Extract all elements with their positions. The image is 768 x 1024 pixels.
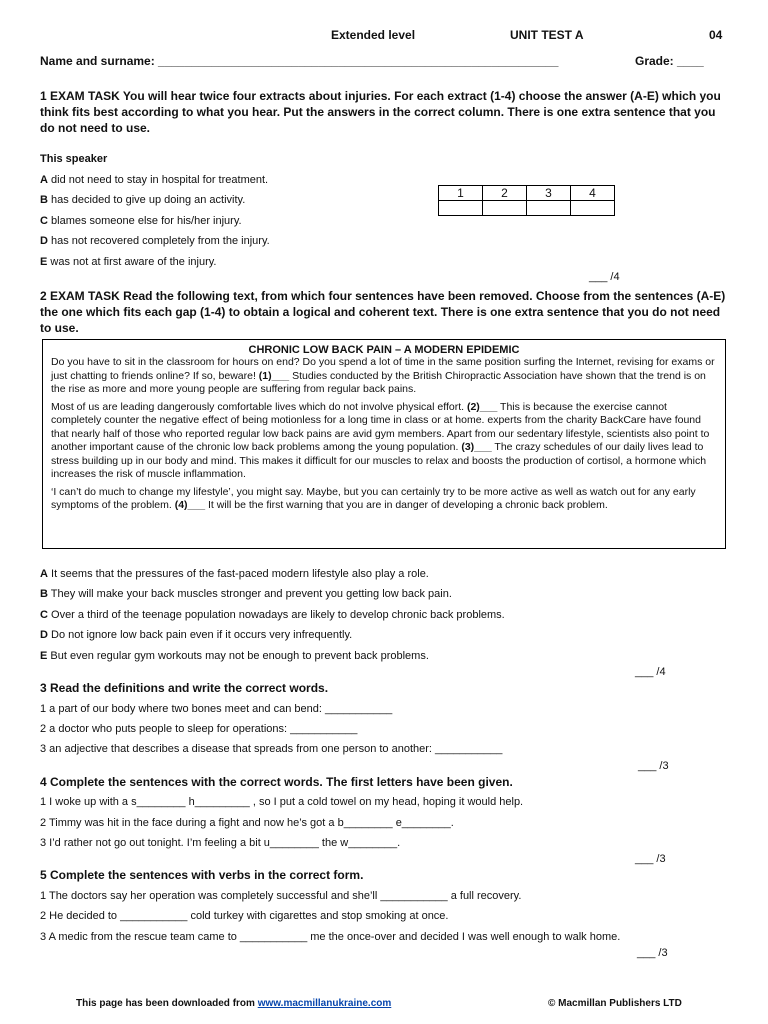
task5-instruction: 5 Complete the sentences with verbs in the correct form. xyxy=(40,868,364,882)
answer-cell-2[interactable] xyxy=(483,201,527,216)
task4-item-3: 3 I’d rather not go out tonight. I’m feeling a bit u________ the w________. xyxy=(40,837,401,849)
task1-option-a: A did not need to stay in hospital for treatment. xyxy=(40,174,269,186)
task4-instruction: 4 Complete the sentences with the correct words. The first letters have been given. xyxy=(40,775,513,789)
task2-option-d: D Do not ignore low back pain even if it occurs very infrequently. xyxy=(40,629,353,641)
task3-score: ___ /3 xyxy=(638,760,669,772)
task1-answer-table xyxy=(438,185,615,216)
task5-item-1: 1 The doctors say her operation was completely successful and she’ll ___________ a full recovery. xyxy=(40,890,522,902)
gap-3: (3)___ xyxy=(461,441,492,453)
task1-option-d: D has not recovered completely from the injury. xyxy=(40,235,270,247)
task3-item-1: 1 a part of our body where two bones meet and can bend: ___________ xyxy=(40,703,393,715)
task2-score: ___ /4 xyxy=(635,666,666,678)
grade-field-label: Grade: ____ xyxy=(635,54,704,68)
task2-instruction: 2 EXAM TASK Read the following text, from which four sentences have been removed. Choose from the sentences (A-E) the one which fits each gap (1-4) to obtain a logical and coherent text. There is one extra sentence that you do not need to use. xyxy=(40,289,726,335)
reading-paragraph-3: ‘I can’t do much to change my lifestyle’, you might say. Maybe, but you can certainly try to be more active as well as watch out for any early symptoms of the problem. (4)___ It will be the first warning that you are in danger of developing a chronic back problem. xyxy=(51,485,696,511)
task1-option-e: E was not at first aware of the injury. xyxy=(40,256,217,268)
task3-item-3: 3 an adjective that describes a disease that spreads from one person to another: ___________ xyxy=(40,743,503,755)
task1-option-c: C blames someone else for his/her injury. xyxy=(40,215,242,227)
task4-score: ___ /3 xyxy=(635,853,666,865)
gap-4: (4)___ xyxy=(174,499,206,511)
task1-stem: This speaker xyxy=(40,153,108,165)
task1-instruction: 1 EXAM TASK You will hear twice four extracts about injuries. For each extract (1-4) choose the answer (A-E) which you think fits best according to what you hear. Put the answers in the correct column. There is one extra sentence that you do not need to use. xyxy=(40,89,721,135)
gap-2: (2)___ xyxy=(466,400,498,413)
task1-score: ___ /4 xyxy=(589,271,620,283)
test-title: UNIT TEST A xyxy=(510,28,584,42)
footer-link[interactable]: www.macmillanukraine.com xyxy=(257,998,392,1009)
answer-header-1: 1 xyxy=(439,186,483,201)
answer-cell-3[interactable] xyxy=(527,201,571,216)
name-field-label: Name and surname: ____________________________________________________________ xyxy=(40,54,559,68)
reading-title: CHRONIC LOW BACK PAIN – A MODERN EPIDEMIC xyxy=(248,344,520,356)
answer-header-4: 4 xyxy=(571,186,615,201)
reading-paragraph-2: Most of us are leading dangerously comfortable lives which do not involve physical effort. (2)___ This is because the exercise cannot completely counter the negative effect of being motionless for a long time in class or at home. experts from the charity BackCare have found that nearly half of those who reported regular low back pains are avid gym members. Apart from our sedentary lifestyle, scientists also point to another important cause of the chronic low back problems among the young population. (3)___ The crazy schedules of our daily lives lead to stress building up in our body and mind. This makes it difficult for our muscles to relax and boosts the production of cortisol, a hormone which increases the risk of muscle inflammation. xyxy=(51,400,710,480)
page-number: 04 xyxy=(709,28,723,42)
task1-option-b: B has decided to give up doing an activity. xyxy=(40,194,246,206)
task3-item-2: 2 a doctor who puts people to sleep for operations: ___________ xyxy=(40,723,358,735)
footer-copyright: © Macmillan Publishers LTD xyxy=(548,998,682,1009)
level-label: Extended level xyxy=(331,28,416,42)
answer-cell-4[interactable] xyxy=(571,201,615,216)
task2-option-e: E But even regular gym workouts may not be enough to prevent back problems. xyxy=(40,650,429,662)
answer-header-2: 2 xyxy=(483,186,527,201)
task4-item-2: 2 Timmy was hit in the face during a fight and now he’s got a b________ e________. xyxy=(40,817,454,829)
task5-item-3: 3 A medic from the rescue team came to ___________ me the once-over and decided I was well enough to walk home. xyxy=(40,931,621,943)
footer-download-note: This page has been downloaded from www.macmillanukraine.com xyxy=(76,998,392,1009)
task4-item-1: 1 I woke up with a s________ h_________ , so I put a cold towel on my head, hoping it would help. xyxy=(40,796,524,808)
gap-1: (1)___ xyxy=(258,369,290,382)
task2-option-b: B They will make your back muscles stronger and prevent you getting low back pain. xyxy=(40,588,452,600)
task5-item-2: 2 He decided to ___________ cold turkey with cigarettes and stop smoking at once. xyxy=(40,910,449,922)
reading-text-box xyxy=(42,339,726,549)
task5-score: ___ /3 xyxy=(637,947,668,959)
task3-instruction: 3 Read the definitions and write the correct words. xyxy=(40,681,329,695)
task2-option-a: A It seems that the pressures of the fast-paced modern lifestyle also play a role. xyxy=(40,568,429,580)
reading-paragraph-1: Do you have to sit in the classroom for hours on end? Do you spend a lot of time in the same position surfing the Internet, revising for exams or just chatting to friends online? If so, beware! (1)___ Studies conducted by the British Chiropractic Association have shown that the trend is on the rise as more and more young people are suffering from regular back pains. xyxy=(51,356,715,395)
answer-cell-1[interactable] xyxy=(439,201,483,216)
task2-option-c: C Over a third of the teenage population nowadays are likely to develop chronic back problems. xyxy=(40,609,505,621)
answer-header-3: 3 xyxy=(527,186,571,201)
